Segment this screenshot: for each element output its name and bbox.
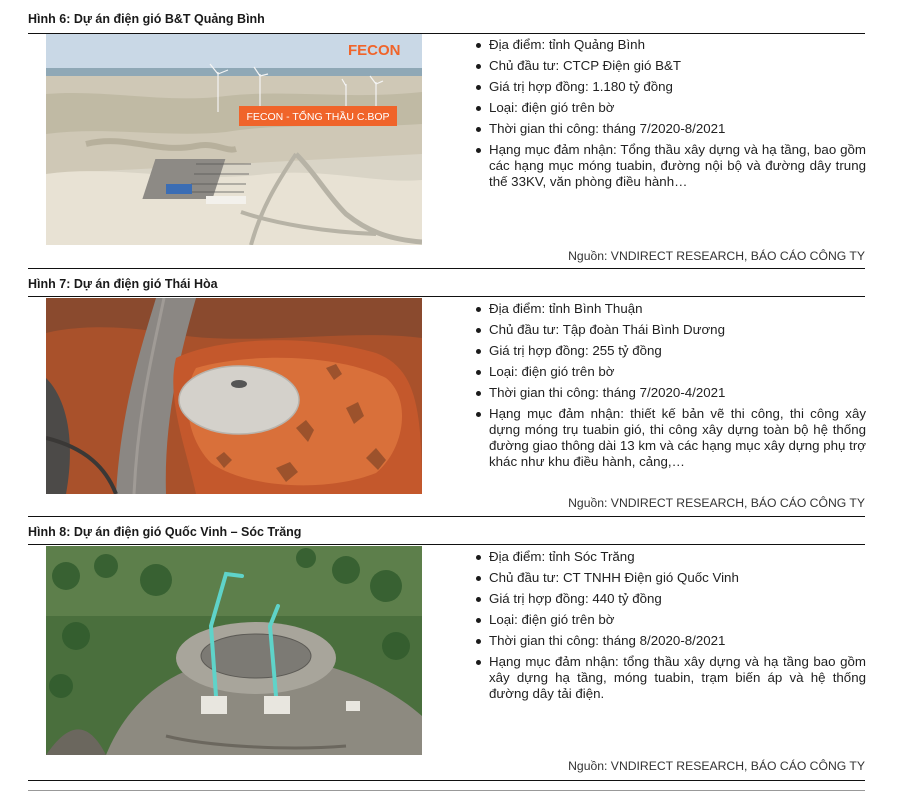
figure-source: Nguồn: VNDIRECT RESEARCH, BÁO CÁO CÔNG TY — [568, 496, 865, 510]
figure-title: Hình 7: Dự án điện gió Thái Hòa — [28, 277, 218, 291]
page-bottom-rule — [28, 790, 865, 791]
figure-8 — [28, 518, 865, 790]
figure-title: Hình 8: Dự án điện gió Quốc Vinh – Sóc Trăng — [28, 525, 302, 539]
figure-6 — [28, 0, 865, 270]
wind-farm-photo-quang-binh — [46, 34, 422, 245]
detail-scope: Hạng mục đảm nhận: Tổng thầu xây dựng và hạ tầng, bao gồm các hạng mục móng tuabin, đường nội bộ và đường dây trung thế 33KV, văn phòng điều hành… — [474, 142, 866, 190]
detail-scope: Hạng mục đảm nhận: tổng thầu xây dựng và hạ tầng bao gồm xây dựng hạ tầng, móng tuabin, trạm biến áp và hệ thống đường dây tải điện. — [474, 654, 866, 702]
figure-top-rule — [28, 544, 865, 545]
figure-bottom-rule — [28, 268, 865, 269]
detail-investor: Chủ đầu tư: CT TNHH Điện gió Quốc Vinh — [474, 570, 866, 586]
figure-source: Nguồn: VNDIRECT RESEARCH, BÁO CÁO CÔNG TY — [568, 759, 865, 773]
figure-source: Nguồn: VNDIRECT RESEARCH, BÁO CÁO CÔNG TY — [568, 249, 865, 263]
detail-construction-time: Thời gian thi công: tháng 7/2020-8/2021 — [474, 121, 866, 137]
detail-location: Địa điểm: tỉnh Quảng Bình — [474, 37, 866, 53]
wind-turbine-construction-photo-quoc-vinh — [46, 546, 422, 755]
detail-type: Loại: điện gió trên bờ — [474, 364, 866, 380]
detail-type: Loại: điện gió trên bờ — [474, 612, 866, 628]
detail-type: Loại: điện gió trên bờ — [474, 100, 866, 116]
project-details-list — [474, 301, 866, 475]
figure-bottom-rule — [28, 780, 865, 781]
detail-construction-time: Thời gian thi công: tháng 8/2020-8/2021 — [474, 633, 866, 649]
detail-location: Địa điểm: tỉnh Sóc Trăng — [474, 549, 866, 565]
detail-contract-value: Giá trị hợp đồng: 255 tỷ đồng — [474, 343, 866, 359]
wind-turbine-foundation-photo-thai-hoa — [46, 298, 422, 494]
figure-top-rule — [28, 296, 865, 297]
detail-location: Địa điểm: tỉnh Bình Thuận — [474, 301, 866, 317]
photo-banner: FECON - TỔNG THẦU C.BOP — [246, 111, 390, 123]
detail-contract-value: Giá trị hợp đồng: 440 tỷ đồng — [474, 591, 866, 607]
figure-title: Hình 6: Dự án điện gió B&T Quảng Bình — [28, 12, 265, 26]
detail-contract-value: Giá trị hợp đồng: 1.180 tỷ đồng — [474, 79, 866, 95]
project-details-list — [474, 37, 866, 195]
detail-construction-time: Thời gian thi công: tháng 7/2020-4/2021 — [474, 385, 866, 401]
detail-investor: Chủ đầu tư: CTCP Điện gió B&T — [474, 58, 866, 74]
figure-bottom-rule — [28, 516, 865, 517]
project-details-list — [474, 549, 866, 707]
detail-investor: Chủ đầu tư: Tập đoàn Thái Bình Dương — [474, 322, 866, 338]
figure-7 — [28, 270, 865, 520]
detail-scope: Hạng mục đảm nhận: thiết kế bản vẽ thi công, thi công xây dựng móng trụ tuabin gió, thi công xây dựng toàn bộ hệ thống đường giao thông dài 13 km và các hạng mục xây dựng phụ trợ khác như khu điều hành, cảng,… — [474, 406, 866, 470]
fecon-logo: FECON — [348, 42, 401, 59]
